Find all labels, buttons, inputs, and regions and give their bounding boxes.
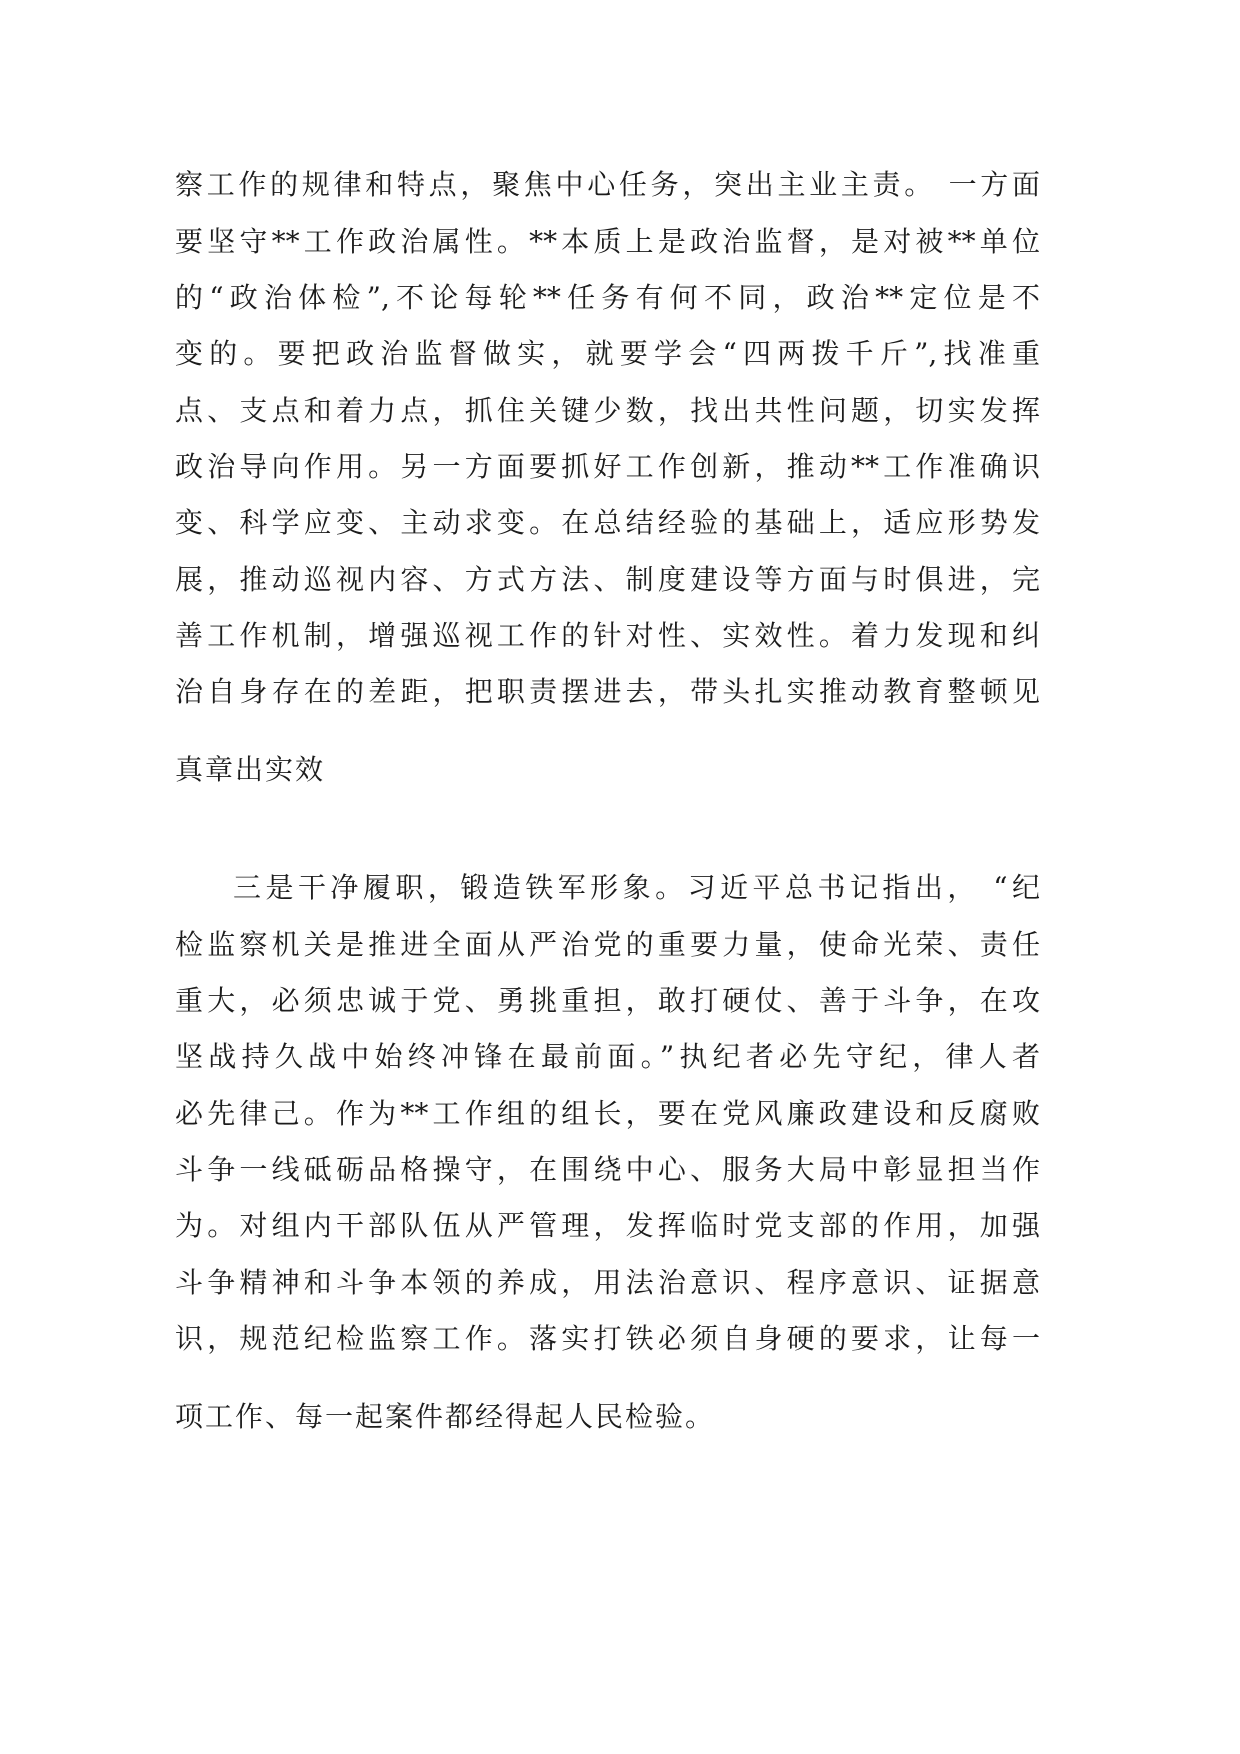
text-line: 重大，必须忠诚于党、勇挑重担，敢打硬仗、善于斗争，在攻 bbox=[175, 984, 1040, 1017]
text-line: 三是干净履职，锻造铁军形象。习近平总书记指出， “纪 bbox=[233, 871, 1040, 904]
text-line: 必先律己。作为**工作组的组长，要在党风廉政建设和反腐败 bbox=[175, 1097, 1040, 1130]
text-line: 坚战持久战中始终冲锋在最前面。”执纪者必先守纪，律人者 bbox=[175, 1040, 1040, 1073]
text-line: 治自身存在的差距，把职责摆进去，带头扎实推动教育整顿见 bbox=[175, 675, 1040, 708]
text-line: 的“政治体检”,不论每轮**任务有何不同，政治**定位是不 bbox=[175, 281, 1040, 314]
text-line: 察工作的规律和特点，聚焦中心任务，突出主业主责。 一方面 bbox=[175, 168, 1040, 201]
text-line: 点、支点和着力点，抓住关键少数，找出共性问题，切实发挥 bbox=[175, 394, 1040, 427]
text-line: 展，推动巡视内容、方式方法、制度建设等方面与时俱进，完 bbox=[175, 563, 1040, 596]
text-line: 检监察机关是推进全面从严治党的重要力量，使命光荣、责任 bbox=[175, 928, 1040, 961]
text-line: 政治导向作用。另一方面要抓好工作创新，推动**工作准确识 bbox=[175, 450, 1040, 483]
text-line: 善工作机制，增强巡视工作的针对性、实效性。着力发现和纠 bbox=[175, 619, 1040, 652]
text-line: 变的。要把政治监督做实，就要学会“四两拨千斤”,找准重 bbox=[175, 337, 1040, 370]
text-line: 识，规范纪检监察工作。落实打铁必须自身硬的要求，让每一 bbox=[175, 1322, 1040, 1355]
text-line: 变、科学应变、主动求变。在总结经验的基础上，适应形势发 bbox=[175, 506, 1040, 539]
text-line: 斗争精神和斗争本领的养成，用法治意识、程序意识、证据意 bbox=[175, 1266, 1040, 1299]
text-line: 真章出实效 bbox=[175, 753, 326, 786]
text-line: 斗争一线砥砺品格操守，在围绕中心、服务大局中彰显担当作 bbox=[175, 1153, 1040, 1186]
text-line: 项工作、每一起案件都经得起人民检验。 bbox=[175, 1400, 716, 1433]
text-line: 要坚守**工作政治属性。**本质上是政治监督，是对被**单位 bbox=[175, 225, 1040, 258]
text-line: 为。对组内干部队伍从严管理，发挥临时党支部的作用，加强 bbox=[175, 1209, 1040, 1242]
